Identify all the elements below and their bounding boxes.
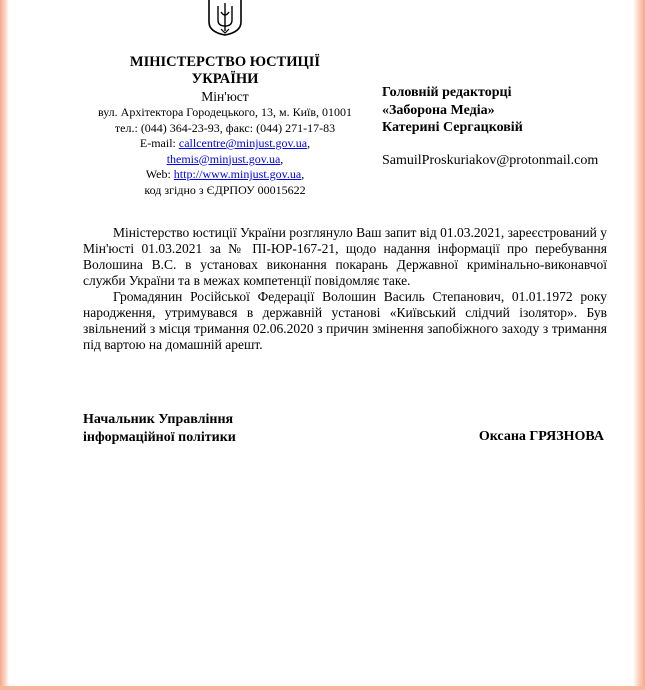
email-link-themis[interactable]: themis@minjust.gov.ua: [166, 151, 281, 166]
email-link-callcentre[interactable]: callcentre@minjust.gov.ua: [178, 136, 308, 150]
letter-body: [83, 225, 607, 353]
ministry-short-name: Мін'юст: [201, 89, 249, 104]
signatory-title-line2: інформаційної політики: [83, 429, 236, 445]
addressee-line1: Головній редакторці: [382, 85, 512, 100]
email-label: E-mail:: [139, 136, 179, 150]
ministry-name-line1: МІНІСТЕРСТВО ЮСТИЦІЇ: [129, 54, 321, 70]
ministry-edrpou: код згідно з ЄДРПОУ 00015622: [144, 182, 306, 197]
web-link[interactable]: http://www.minjust.gov.ua: [173, 167, 302, 181]
page-edge-left: [0, 0, 9, 690]
signatory-title-line1: Начальник Управління: [83, 412, 234, 427]
ministry-web-line: [80, 167, 370, 183]
page-edge-bottom: [0, 686, 645, 690]
ministry-letterhead: [80, 54, 370, 198]
addressee-line2: «Заборона Медіа»: [382, 102, 495, 118]
body-paragraph-1: Міністерство юстиції України розглянуло Ваш запит від 01.03.2021, зареєстрований у Мін'юсті 01.03.2021 за № ПІ-ЮР-167-21, щодо надання інформації про перебування Волошина В.С. в установах виконання покарань Державної кримінально-виконавчої служби України та в межах компетенції повідомляє таке.: [83, 225, 607, 288]
page-edge-right: [633, 0, 645, 690]
signatory-title: [83, 411, 236, 446]
punct: ,: [280, 151, 284, 166]
ministry-name-line2: УКРАЇНИ: [191, 71, 259, 87]
ministry-address: вул. Архітектора Городецького, 13, м. Київ, 01001: [97, 105, 353, 119]
web-label: Web:: [145, 167, 174, 181]
ministry-email-line: [80, 136, 370, 152]
ministry-phones: тел.: (044) 364-23-93, факс: (044) 271-17-83: [114, 120, 336, 135]
addressee-email: SamuilProskuriakov@protonmail.com: [382, 153, 599, 168]
ministry-email2-line: [80, 152, 370, 168]
coat-of-arms-icon: [206, 0, 244, 36]
addressee-block: [382, 84, 523, 137]
addressee-line3: Катерині Сергацковій: [382, 120, 523, 135]
punct: ,: [301, 167, 305, 181]
body-paragraph-2: Громадянин Російської Федерації Волошин Василь Степанович, 01.01.1972 року народження, утримувався в державній установі «Київський слідчий ізолятор». Був звільнений з місця тримання 02.06.2020 з причин змінення запобіжного заходу з тримання під вартою на домашній арешт.: [83, 289, 607, 352]
punct: ,: [307, 136, 311, 150]
signatory-name: Оксана ГРЯЗНОВА: [478, 429, 604, 444]
